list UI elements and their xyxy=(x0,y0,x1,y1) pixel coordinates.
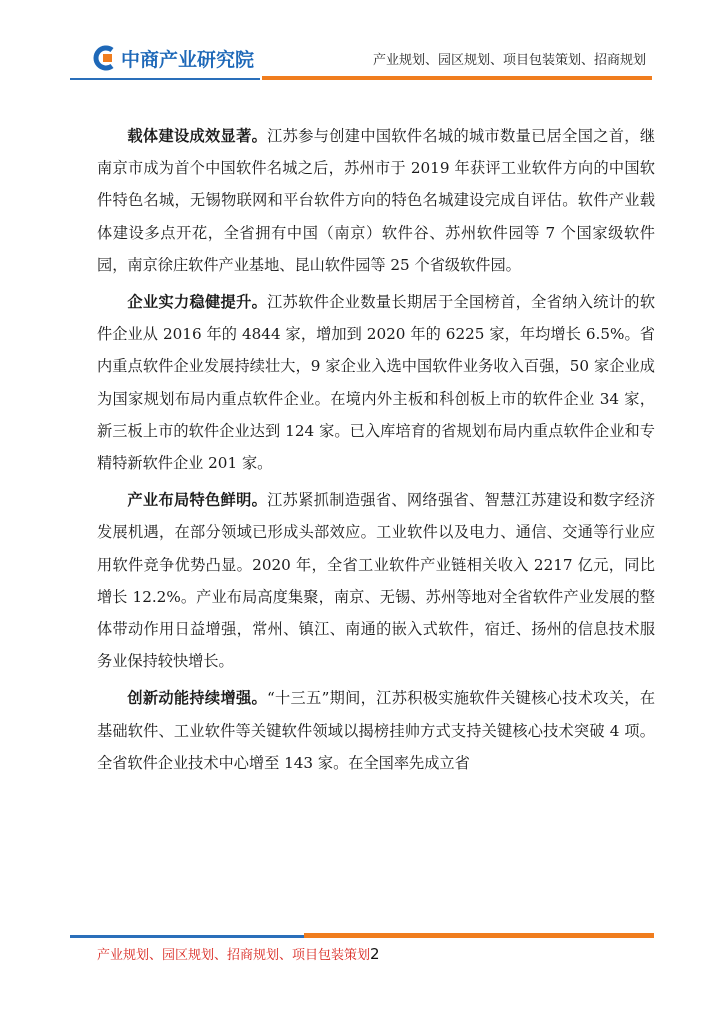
logo-icon xyxy=(92,45,118,71)
footer-divider-orange xyxy=(304,933,654,938)
page-number: 2 xyxy=(370,945,380,963)
paragraph-lead: 载体建设成效显著。 xyxy=(127,127,268,145)
paragraph-lead: 产业布局特色鲜明。 xyxy=(127,491,268,510)
paragraph-lead: 企业实力稳健提升。 xyxy=(127,293,268,312)
page-footer xyxy=(97,944,380,963)
document-body xyxy=(97,120,655,784)
paragraph-lead: 创新动能持续增强。 xyxy=(127,689,267,708)
paragraph-text: 江苏参与创建中国软件名城的城市数量已居全国之首，继南京市成为首个中国软件名城之后，苏州市于 2019 年获评工业软件方向的中国软件特色名城，无锡物联网和平台软件方向的特色名城建设完成自评估。软件产业载体建设多点开花，全省拥有中国（南京）软件谷、苏州软件园等 7 个国家级软件园，南京徐庄软件产业基地、昆山软件园等 25 个省级软件园。 xyxy=(97,127,656,274)
logo xyxy=(92,43,254,73)
paragraph xyxy=(97,682,655,779)
page-header xyxy=(0,0,724,90)
paragraph-text: 江苏软件企业数量长期居于全国榜首，全省纳入统计的软件企业从 2016 年的 4844 家，增加到 2020 年的 6225 家，年均增长 6.5%。省内重点软件企业发展持续壮大，9 家企业入选中国软件业务收入百强，50 家企业成为国家规划布局内重点软件企业。在境内外主板和科创板上市的软件企业 34 家，新三板上市的软件企业达到 124 家。已入库培育的省规划布局内重点软件企业和专精特新软件企业 201 家。 xyxy=(97,293,656,473)
header-divider-blue xyxy=(70,78,260,80)
paragraph xyxy=(97,286,655,479)
header-divider-orange xyxy=(262,76,652,80)
footer-divider-blue xyxy=(70,935,304,938)
paragraph xyxy=(97,484,655,677)
footer-slogan: 产业规划、园区规划、招商规划、项目包装策划 xyxy=(97,948,371,963)
logo-text: 中商产业研究院 xyxy=(121,48,255,71)
paragraph-text: “十三五”期间，江苏积极实施软件关键核心技术攻关，在基础软件、工业软件等关键软件领域以揭榜挂帅方式支持关键核心技术突破 4 项。全省软件企业技术中心增至 143 家。在全国率先成立省 xyxy=(97,689,656,772)
paragraph-text: 江苏紧抓制造强省、网络强省、智慧江苏建设和数字经济发展机遇，在部分领域已形成头部效应。工业软件以及电力、通信、交通等行业应用软件竞争优势凸显。2020 年，全省工业软件产业链相关收入 2217 亿元，同比增长 12.2%。产业布局高度集聚，南京、无锡、苏州等地对全省软件产业发展的整体带动作用日益增强，常州、镇江、南通的嵌入式软件，宿迁、扬州的信息技术服务业保持较快增长。 xyxy=(97,491,656,671)
header-slogan: 产业规划、园区规划、项目包装策划、招商规划 xyxy=(372,53,646,68)
paragraph xyxy=(97,120,655,281)
